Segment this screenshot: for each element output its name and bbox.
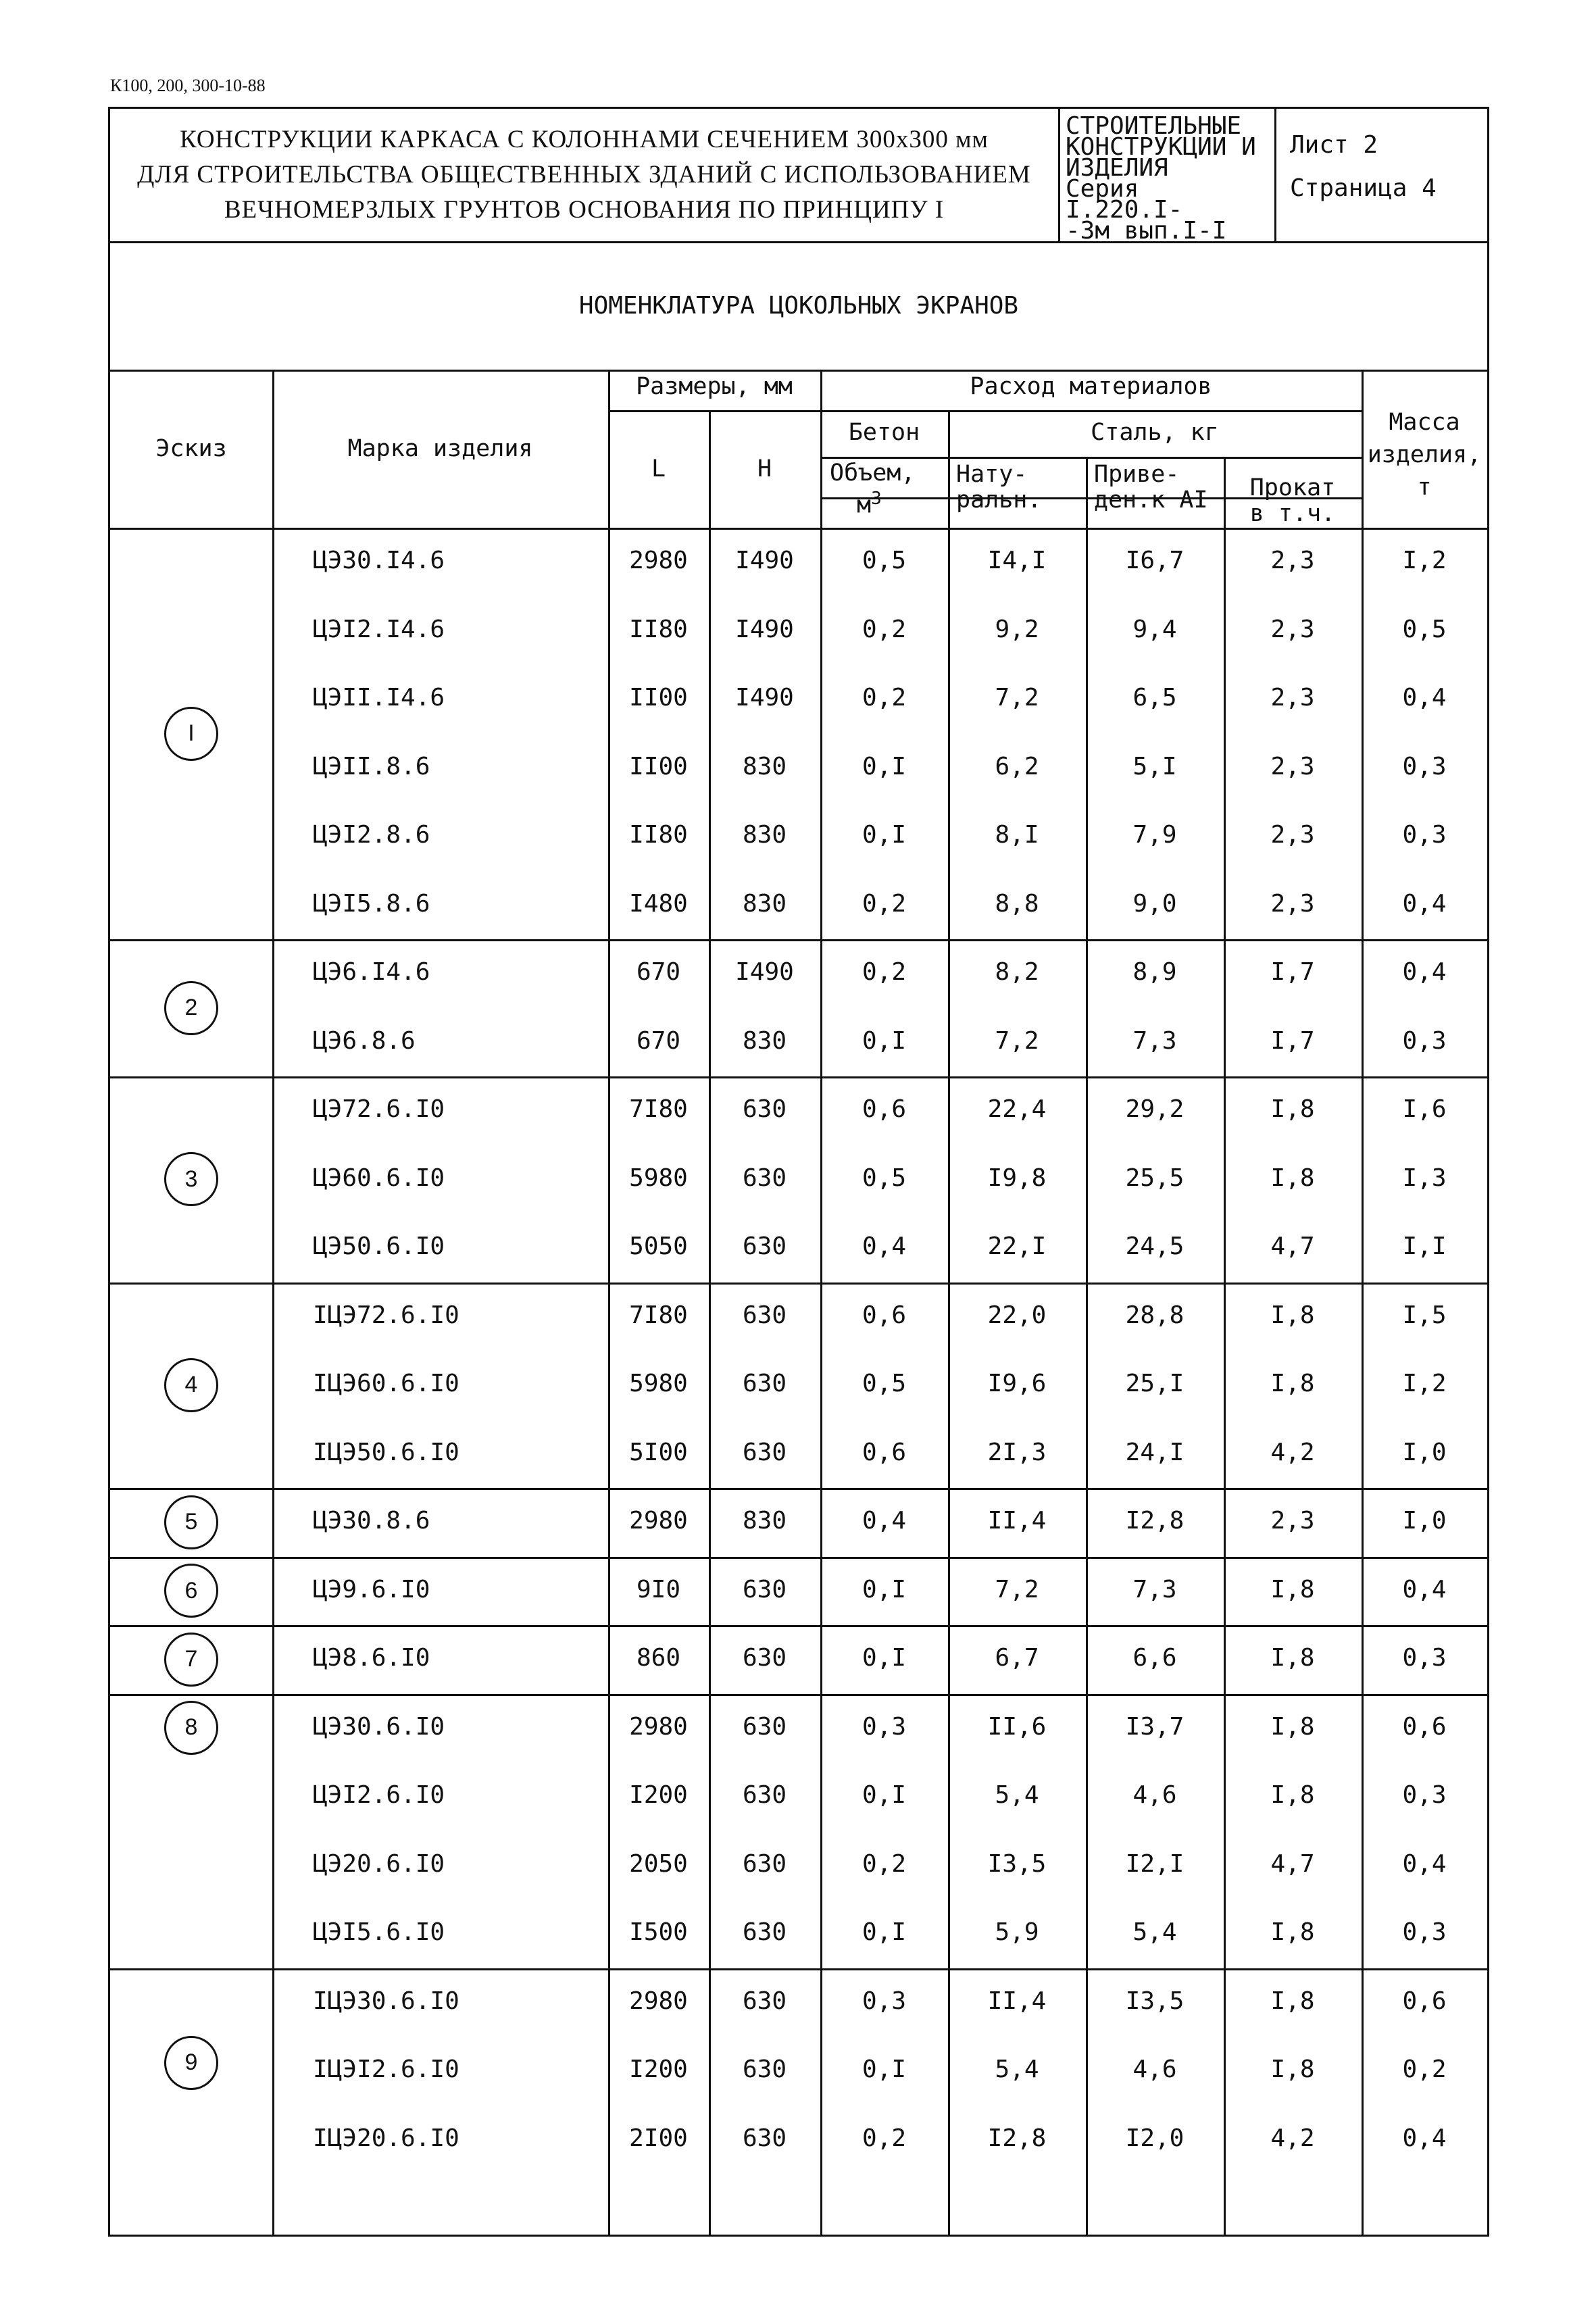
group-divider bbox=[110, 1968, 1487, 1970]
cell-rolled: 4,7 bbox=[1270, 1233, 1315, 1260]
cell-H: 630 bbox=[742, 1301, 787, 1329]
cell-mark: ЦЭ30.6.I0 bbox=[313, 1712, 445, 1741]
cell-L: 9I0 bbox=[636, 1575, 681, 1603]
cell-mark: ЦЭ60.6.I0 bbox=[313, 1164, 445, 1192]
group-divider bbox=[110, 1283, 1487, 1285]
cell-rolled: I,8 bbox=[1270, 1370, 1315, 1397]
cell-volume: 0,2 bbox=[862, 889, 907, 918]
cell-L: 2980 bbox=[629, 547, 688, 574]
cell-L: II00 bbox=[629, 752, 688, 780]
col-natural: Нату- ральн. bbox=[956, 461, 1042, 514]
series-block bbox=[1060, 109, 1276, 245]
cell-reduced: 29,2 bbox=[1125, 1095, 1184, 1123]
cell-L: II80 bbox=[629, 615, 688, 643]
cell-rolled: I,8 bbox=[1270, 1095, 1315, 1123]
cell-mark: ЦЭI2.I4.6 bbox=[313, 615, 445, 643]
cell-L: 5I00 bbox=[629, 1438, 688, 1466]
cell-reduced: 9,0 bbox=[1132, 889, 1177, 918]
cell-H: 830 bbox=[742, 821, 787, 849]
drawing-sheet bbox=[108, 107, 1489, 2237]
cell-mass: 0,3 bbox=[1402, 1026, 1447, 1055]
cell-H: I490 bbox=[735, 615, 794, 643]
cell-volume: 0,I bbox=[862, 2056, 907, 2083]
cell-mass: I,0 bbox=[1402, 1438, 1447, 1466]
cell-reduced: I2,0 bbox=[1125, 2124, 1184, 2152]
cell-volume: 0,2 bbox=[862, 1849, 907, 1878]
cell-reduced: I3,5 bbox=[1125, 1987, 1184, 2015]
cell-volume: 0,5 bbox=[862, 547, 907, 574]
col-reduced: Приве- ден.к АI bbox=[1094, 461, 1208, 514]
cell-natural: I9,8 bbox=[987, 1164, 1047, 1192]
cell-mark: ЦЭ72.6.I0 bbox=[313, 1095, 445, 1123]
cell-mass: 0,3 bbox=[1402, 821, 1447, 849]
cell-natural: 5,4 bbox=[995, 2056, 1039, 2083]
cell-natural: 2I,3 bbox=[987, 1438, 1047, 1466]
column-divider bbox=[948, 410, 950, 2235]
cell-natural: 6,7 bbox=[995, 1644, 1039, 1672]
cell-volume: 0,I bbox=[862, 1644, 907, 1672]
cell-natural: 7,2 bbox=[995, 684, 1039, 712]
cell-rolled: I,7 bbox=[1270, 958, 1315, 986]
cell-mark: ЦЭ9.6.I0 bbox=[313, 1575, 430, 1603]
cell-natural: I9,6 bbox=[987, 1370, 1047, 1397]
series-line-5: -3м вып.I-I bbox=[1066, 217, 1227, 245]
cell-H: 630 bbox=[742, 1438, 787, 1466]
col-materials: Расход материалов bbox=[970, 373, 1212, 400]
cell-H: 630 bbox=[742, 1233, 787, 1260]
group-divider bbox=[110, 1488, 1487, 1490]
cell-volume: 0,4 bbox=[862, 1233, 907, 1260]
cell-mark: ЦЭ20.6.I0 bbox=[313, 1849, 445, 1878]
cell-mark: IЦЭI2.6.I0 bbox=[313, 2056, 459, 2083]
cell-rolled: 2,3 bbox=[1270, 1507, 1315, 1535]
col-sketch: Эскиз bbox=[155, 435, 227, 462]
cell-H: 830 bbox=[742, 889, 787, 918]
cell-natural: 7,2 bbox=[995, 1026, 1039, 1055]
cell-reduced: 4,6 bbox=[1132, 2056, 1177, 2083]
cell-volume: 0,I bbox=[862, 1026, 907, 1055]
cell-L: 2I00 bbox=[629, 2124, 688, 2152]
cell-mass: I,2 bbox=[1402, 1370, 1447, 1397]
cell-H: I490 bbox=[735, 684, 794, 712]
table-title: НОМЕНКЛАТУРА ЦОКОЛЬНЫХ ЭКРАНОВ bbox=[578, 291, 1019, 320]
cell-natural: II,4 bbox=[987, 1987, 1047, 2015]
cell-L: 860 bbox=[636, 1644, 681, 1672]
cell-rolled: 2,3 bbox=[1270, 889, 1315, 918]
col-mark: Марка изделия bbox=[347, 435, 533, 462]
cell-L: 5050 bbox=[629, 1233, 688, 1260]
cell-mass: I,3 bbox=[1402, 1164, 1447, 1192]
cell-reduced: 25,5 bbox=[1125, 1164, 1184, 1192]
cell-mark: ЦЭ30.8.6 bbox=[313, 1507, 430, 1535]
cell-volume: 0,6 bbox=[862, 1095, 907, 1123]
cell-mark: ЦЭI2.8.6 bbox=[313, 821, 430, 849]
cell-natural: 9,2 bbox=[995, 615, 1039, 643]
cell-volume: 0,6 bbox=[862, 1301, 907, 1329]
group-divider bbox=[110, 1694, 1487, 1696]
cell-mass: 0,4 bbox=[1402, 684, 1447, 712]
cell-volume: 0,2 bbox=[862, 615, 907, 643]
cell-natural: II,4 bbox=[987, 1507, 1047, 1535]
cell-rolled: I,8 bbox=[1270, 1781, 1315, 1809]
cell-reduced: 5,I bbox=[1132, 752, 1177, 780]
cell-rolled: I,8 bbox=[1270, 1164, 1315, 1192]
cell-volume: 0,I bbox=[862, 1575, 907, 1603]
title-line-1: КОНСТРУКЦИИ КАРКАСА С КОЛОННАМИ СЕЧЕНИЕМ 300х300 мм bbox=[180, 126, 989, 153]
cell-natural: II,6 bbox=[987, 1712, 1047, 1741]
cell-volume: 0,5 bbox=[862, 1164, 907, 1192]
cell-H: 630 bbox=[742, 1918, 787, 1946]
cell-reduced: 24,5 bbox=[1125, 1233, 1184, 1260]
cell-volume: 0,3 bbox=[862, 1712, 907, 1741]
cell-volume: 0,I bbox=[862, 821, 907, 849]
cell-mark: ЦЭI5.8.6 bbox=[313, 889, 430, 918]
cell-mark: ЦЭ6.I4.6 bbox=[313, 958, 430, 986]
cell-volume: 0,2 bbox=[862, 958, 907, 986]
cell-L: I500 bbox=[629, 1918, 688, 1946]
sketch-number-circle: 9 bbox=[164, 2036, 218, 2090]
cell-H: 630 bbox=[742, 1575, 787, 1603]
sheet-number: Лист 2 bbox=[1290, 131, 1378, 159]
cell-mass: 0,2 bbox=[1402, 2056, 1447, 2083]
cell-natural: I4,I bbox=[987, 547, 1047, 574]
cell-mark: ЦЭ6.8.6 bbox=[313, 1026, 416, 1055]
cell-volume: 0,4 bbox=[862, 1507, 907, 1535]
cell-L: I200 bbox=[629, 1781, 688, 1809]
cell-mass: 0,4 bbox=[1402, 2124, 1447, 2152]
document-code: К100, 200, 300-10-88 bbox=[110, 76, 266, 95]
cell-H: 630 bbox=[742, 1164, 787, 1192]
cell-rolled: I,7 bbox=[1270, 1026, 1315, 1055]
cell-mass: 0,3 bbox=[1402, 1918, 1447, 1946]
sketch-number-circle: 5 bbox=[164, 1495, 218, 1549]
series-line-1: СТРОИТЕЛЬНЫЕ bbox=[1066, 112, 1242, 140]
group-divider bbox=[110, 1076, 1487, 1078]
cell-reduced: I2,8 bbox=[1125, 1507, 1184, 1535]
cell-reduced: 6,6 bbox=[1132, 1644, 1177, 1672]
group-divider bbox=[110, 1625, 1487, 1627]
cell-L: 7I80 bbox=[629, 1301, 688, 1329]
cell-H: 630 bbox=[742, 2124, 787, 2152]
cell-rolled: 2,3 bbox=[1270, 752, 1315, 780]
divider bbox=[820, 497, 1362, 499]
cell-reduced: 25,I bbox=[1125, 1370, 1184, 1397]
cell-natural: 22,0 bbox=[987, 1301, 1047, 1329]
cell-mass: I,0 bbox=[1402, 1507, 1447, 1535]
cell-rolled: I,8 bbox=[1270, 1987, 1315, 2015]
cell-mark: IЦЭ72.6.I0 bbox=[313, 1301, 459, 1329]
cell-rolled: 4,7 bbox=[1270, 1849, 1315, 1878]
cell-volume: 0,I bbox=[862, 1781, 907, 1809]
cell-H: 630 bbox=[742, 1095, 787, 1123]
cell-L: II00 bbox=[629, 684, 688, 712]
cell-L: I200 bbox=[629, 2056, 688, 2083]
cell-mark: ЦЭII.8.6 bbox=[313, 752, 430, 780]
cell-mark: IЦЭ30.6.I0 bbox=[313, 1987, 459, 2015]
cell-L: 5980 bbox=[629, 1164, 688, 1192]
cell-volume: 0,I bbox=[862, 752, 907, 780]
cell-L: 2980 bbox=[629, 1507, 688, 1535]
column-divider bbox=[820, 370, 822, 2235]
cell-rolled: I,8 bbox=[1270, 1575, 1315, 1603]
cell-reduced: 6,5 bbox=[1132, 684, 1177, 712]
cell-natural: 8,2 bbox=[995, 958, 1039, 986]
cell-mass: 0,3 bbox=[1402, 752, 1447, 780]
cell-rolled: 2,3 bbox=[1270, 547, 1315, 574]
cell-mark: ЦЭ8.6.I0 bbox=[313, 1644, 430, 1672]
cell-reduced: 24,I bbox=[1125, 1438, 1184, 1466]
cell-H: 830 bbox=[742, 752, 787, 780]
series-line-2: КОНСТРУКЦИИ И bbox=[1066, 133, 1256, 161]
col-steel: Сталь, кг bbox=[1091, 419, 1219, 446]
cell-H: 630 bbox=[742, 1987, 787, 2015]
cell-mass: I,5 bbox=[1402, 1301, 1447, 1329]
cell-reduced: 7,9 bbox=[1132, 821, 1177, 849]
cell-mark: ЦЭI5.6.I0 bbox=[313, 1918, 445, 1946]
cell-rolled: I,8 bbox=[1270, 2056, 1315, 2083]
cell-L: 5980 bbox=[629, 1370, 688, 1397]
cell-reduced: 5,4 bbox=[1132, 1918, 1177, 1946]
cell-mass: I,I bbox=[1402, 1233, 1447, 1260]
cell-rolled: 4,2 bbox=[1270, 2124, 1315, 2152]
cell-natural: 6,2 bbox=[995, 752, 1039, 780]
series-line-3: ИЗДЕЛИЯ bbox=[1066, 154, 1168, 182]
cell-L: 2980 bbox=[629, 1987, 688, 2015]
sheet-block bbox=[1276, 109, 1487, 241]
sketch-number-circle: 6 bbox=[164, 1564, 218, 1618]
cell-mass: 0,6 bbox=[1402, 1712, 1447, 1741]
sketch-number-circle: 2 bbox=[164, 981, 218, 1035]
cell-reduced: I6,7 bbox=[1125, 547, 1184, 574]
cell-H: I490 bbox=[735, 958, 794, 986]
cell-mass: 0,4 bbox=[1402, 1849, 1447, 1878]
cell-H: I490 bbox=[735, 547, 794, 574]
cell-reduced: 9,4 bbox=[1132, 615, 1177, 643]
col-volume: Объем, $м^3$ bbox=[830, 459, 916, 519]
col-rolled: Прокат в т.ч. bbox=[1249, 474, 1336, 527]
cell-mark: ЦЭ30.I4.6 bbox=[313, 547, 445, 574]
sketch-number-circle: 4 bbox=[164, 1358, 218, 1412]
cell-volume: 0,3 bbox=[862, 1987, 907, 2015]
cell-reduced: 7,3 bbox=[1132, 1026, 1177, 1055]
cell-L: 670 bbox=[636, 958, 681, 986]
cell-H: 630 bbox=[742, 2056, 787, 2083]
title-block bbox=[110, 109, 1060, 241]
cell-reduced: I3,7 bbox=[1125, 1712, 1184, 1741]
column-divider bbox=[1362, 370, 1364, 2235]
col-L: L bbox=[651, 455, 666, 482]
cell-L: 7I80 bbox=[629, 1095, 688, 1123]
cell-reduced: I2,I bbox=[1125, 1849, 1184, 1878]
col-mass: Масса изделия, т bbox=[1367, 409, 1482, 501]
col-concrete: Бетон bbox=[848, 419, 920, 446]
cell-reduced: 28,8 bbox=[1125, 1301, 1184, 1329]
cell-mass: 0,4 bbox=[1402, 958, 1447, 986]
cell-H: 630 bbox=[742, 1712, 787, 1741]
cell-rolled: 2,3 bbox=[1270, 821, 1315, 849]
cell-natural: 5,9 bbox=[995, 1918, 1039, 1946]
cell-natural: 7,2 bbox=[995, 1575, 1039, 1603]
cell-volume: 0,I bbox=[862, 1918, 907, 1946]
cell-reduced: 8,9 bbox=[1132, 958, 1177, 986]
sketch-number-circle: I bbox=[164, 707, 218, 761]
page-number: Страница 4 bbox=[1290, 174, 1437, 202]
cell-L: 2050 bbox=[629, 1849, 688, 1878]
cell-reduced: 7,3 bbox=[1132, 1575, 1177, 1603]
series-line-4: Серия I.220.I- bbox=[1066, 175, 1183, 224]
cell-natural: 22,I bbox=[987, 1233, 1047, 1260]
cell-L: 670 bbox=[636, 1026, 681, 1055]
sketch-number-circle: 8 bbox=[164, 1701, 218, 1755]
cell-H: 630 bbox=[742, 1849, 787, 1878]
cell-mark: IЦЭ50.6.I0 bbox=[313, 1438, 459, 1466]
cell-mass: 0,5 bbox=[1402, 615, 1447, 643]
group-divider bbox=[110, 1557, 1487, 1559]
title-line-2: ДЛЯ СТРОИТЕЛЬСТВА ОБЩЕСТВЕННЫХ ЗДАНИЙ С ИСПОЛЬЗОВАНИЕМ bbox=[137, 161, 1031, 189]
column-divider bbox=[709, 410, 711, 2235]
cell-volume: 0,2 bbox=[862, 2124, 907, 2152]
cell-mass: I,6 bbox=[1402, 1095, 1447, 1123]
column-divider bbox=[608, 370, 610, 2235]
sketch-number-circle: 3 bbox=[164, 1152, 218, 1206]
cell-L: I480 bbox=[629, 889, 688, 918]
cell-L: II80 bbox=[629, 821, 688, 849]
column-divider bbox=[272, 370, 274, 2235]
cell-L: 2980 bbox=[629, 1712, 688, 1741]
cell-rolled: I,8 bbox=[1270, 1918, 1315, 1946]
col-H: H bbox=[757, 455, 772, 482]
cell-natural: 5,4 bbox=[995, 1781, 1039, 1809]
col-dims: Размеры, мм bbox=[636, 373, 793, 400]
cell-mark: IЦЭ60.6.I0 bbox=[313, 1370, 459, 1397]
cell-rolled: 2,3 bbox=[1270, 615, 1315, 643]
cell-reduced: 4,6 bbox=[1132, 1781, 1177, 1809]
cell-mark: ЦЭI2.6.I0 bbox=[313, 1781, 445, 1809]
title-line-3: ВЕЧНОМЕРЗЛЫХ ГРУНТОВ ОСНОВАНИЯ ПО ПРИНЦИПУ I bbox=[224, 196, 945, 224]
divider bbox=[608, 410, 1362, 412]
cell-rolled: I,8 bbox=[1270, 1644, 1315, 1672]
cell-H: 630 bbox=[742, 1370, 787, 1397]
cell-mark: ЦЭII.I4.6 bbox=[313, 684, 445, 712]
cell-natural: I3,5 bbox=[987, 1849, 1047, 1878]
cell-H: 830 bbox=[742, 1507, 787, 1535]
cell-volume: 0,2 bbox=[862, 684, 907, 712]
cell-mass: 0,4 bbox=[1402, 889, 1447, 918]
cell-natural: 8,8 bbox=[995, 889, 1039, 918]
cell-volume: 0,5 bbox=[862, 1370, 907, 1397]
cell-H: 830 bbox=[742, 1026, 787, 1055]
cell-mass: 0,3 bbox=[1402, 1781, 1447, 1809]
cell-rolled: 2,3 bbox=[1270, 684, 1315, 712]
cell-mass: 0,3 bbox=[1402, 1644, 1447, 1672]
cell-volume: 0,6 bbox=[862, 1438, 907, 1466]
cell-mass: I,2 bbox=[1402, 547, 1447, 574]
group-divider bbox=[110, 939, 1487, 941]
divider bbox=[110, 528, 1487, 530]
cell-rolled: I,8 bbox=[1270, 1712, 1315, 1741]
cell-natural: 22,4 bbox=[987, 1095, 1047, 1123]
cell-rolled: I,8 bbox=[1270, 1301, 1315, 1329]
cell-natural: 8,I bbox=[995, 821, 1039, 849]
cell-H: 630 bbox=[742, 1781, 787, 1809]
cell-mark: ЦЭ50.6.I0 bbox=[313, 1233, 445, 1260]
cell-natural: I2,8 bbox=[987, 2124, 1047, 2152]
sketch-number-circle: 7 bbox=[164, 1633, 218, 1687]
cell-mass: 0,6 bbox=[1402, 1987, 1447, 2015]
cell-rolled: 4,2 bbox=[1270, 1438, 1315, 1466]
cell-H: 630 bbox=[742, 1644, 787, 1672]
cell-mass: 0,4 bbox=[1402, 1575, 1447, 1603]
divider bbox=[820, 457, 1362, 459]
cell-mark: IЦЭ20.6.I0 bbox=[313, 2124, 459, 2152]
